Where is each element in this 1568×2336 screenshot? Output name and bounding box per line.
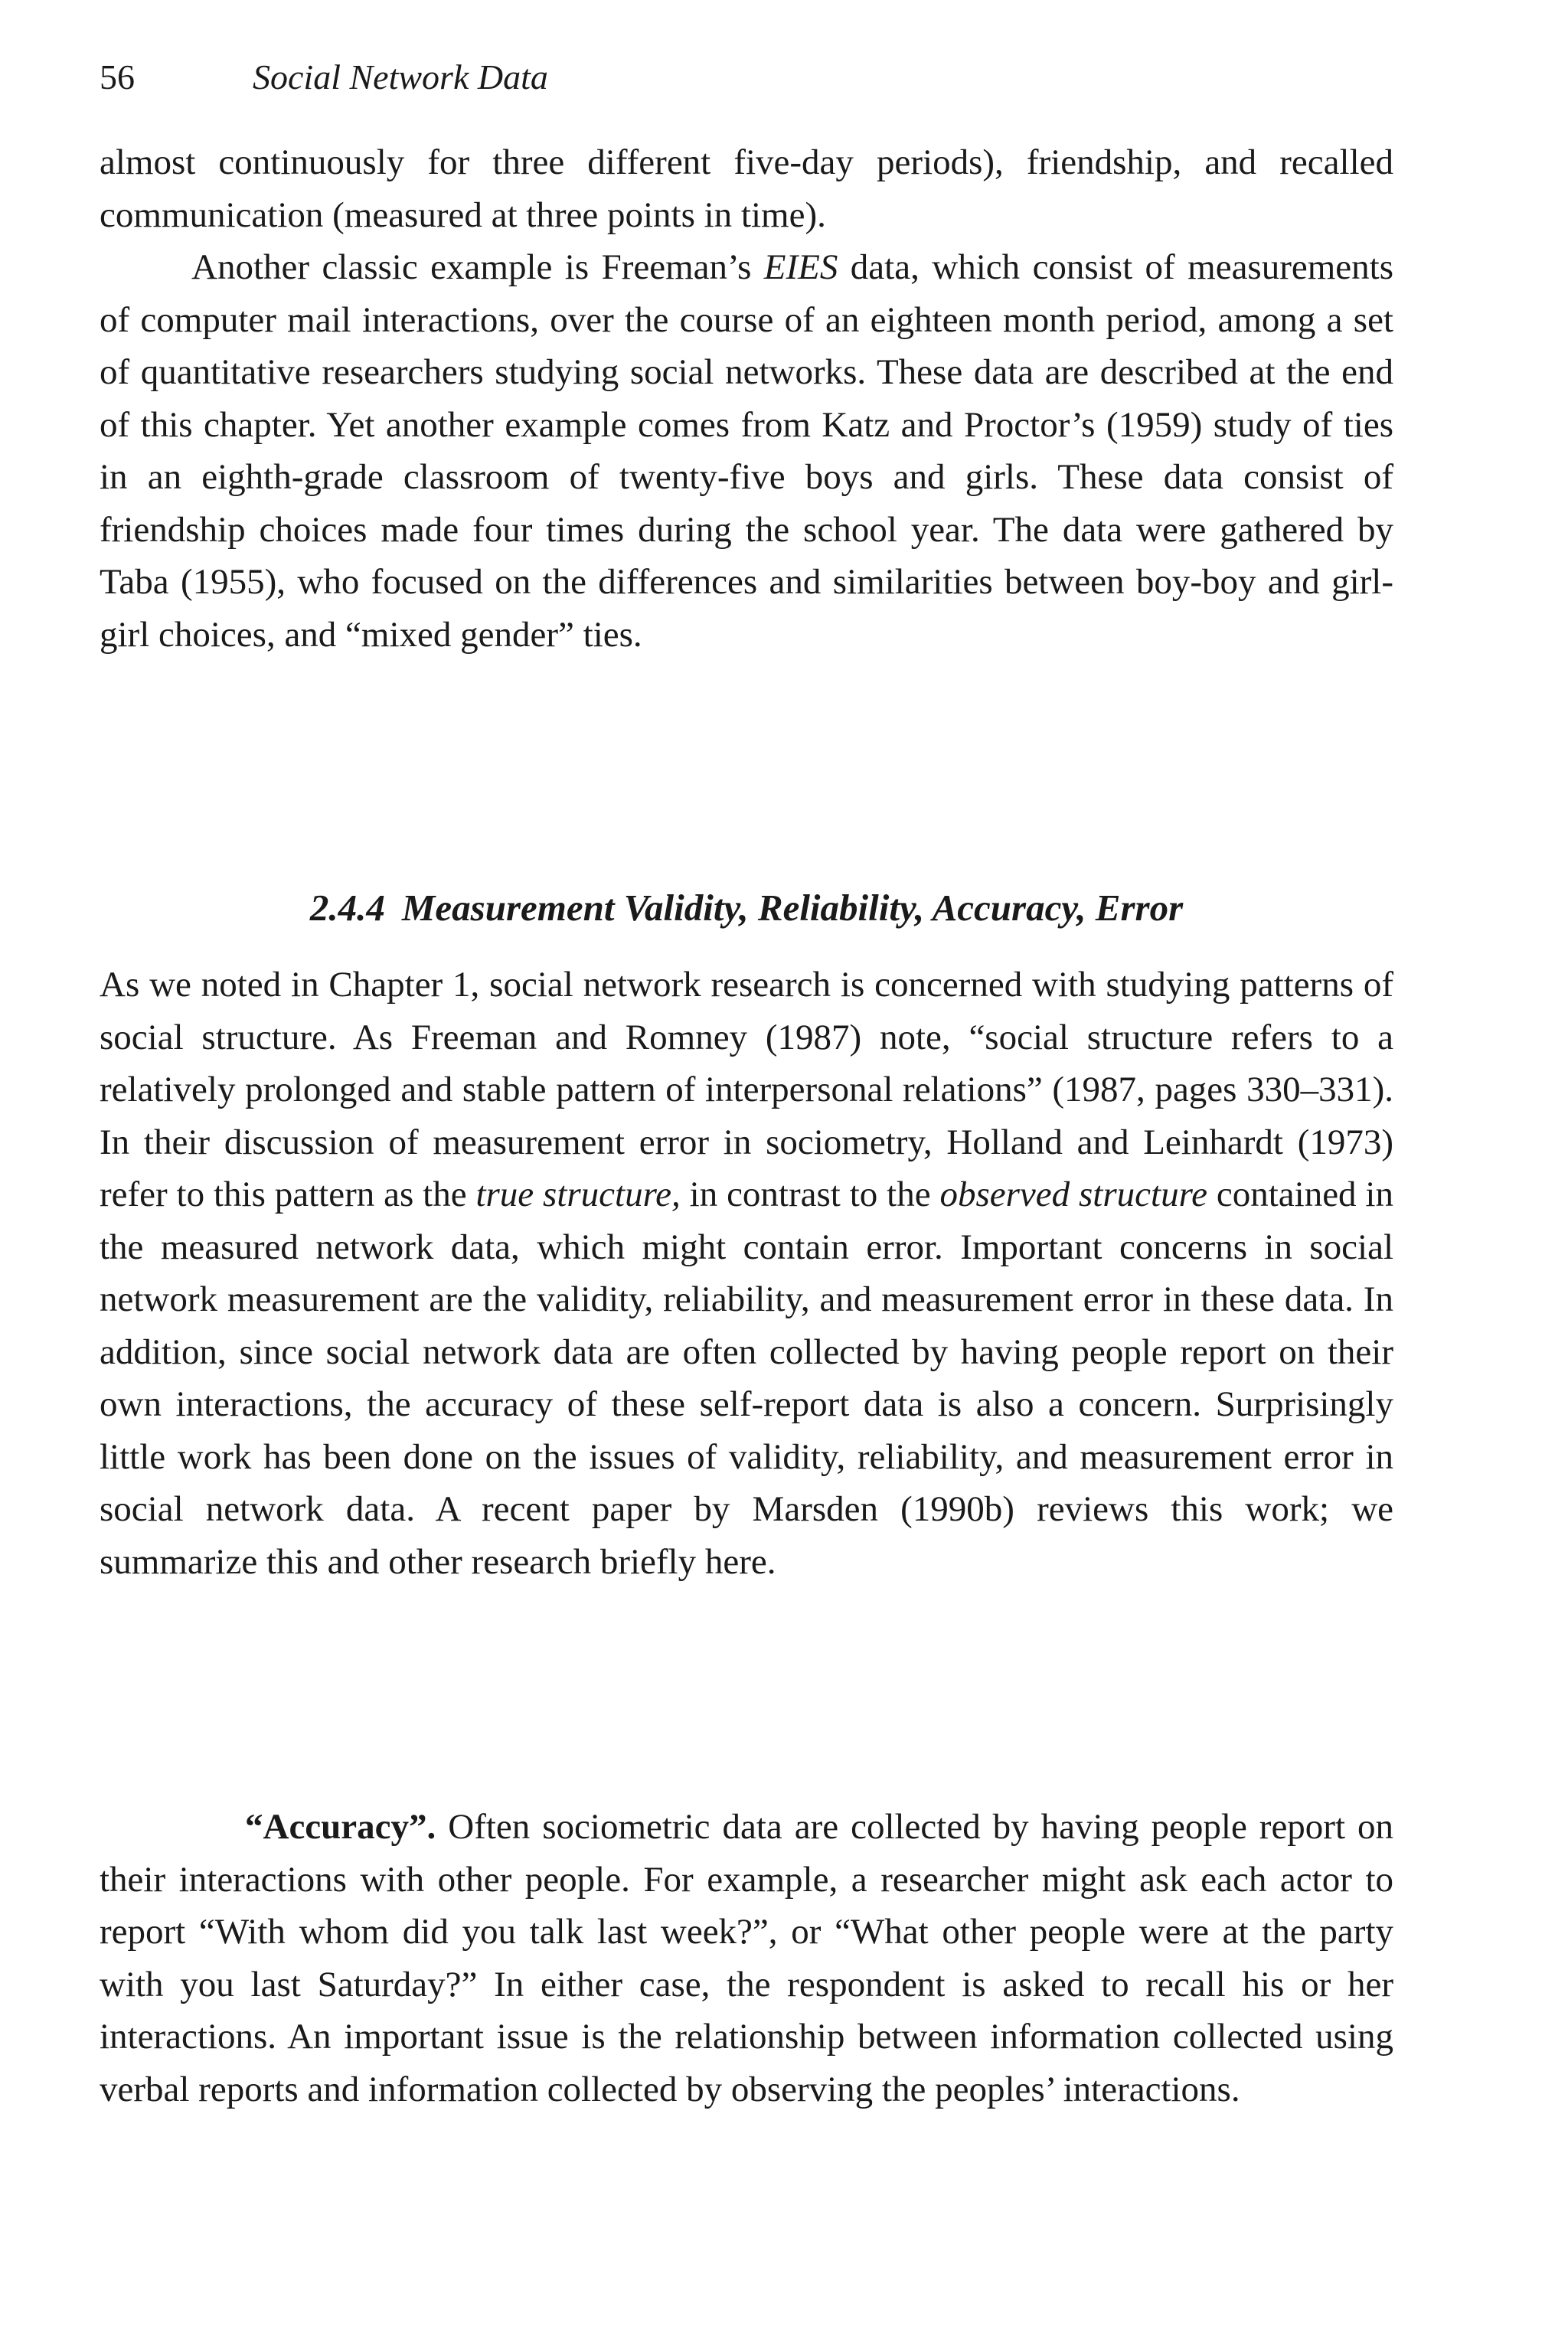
paragraph-measurement [100, 959, 1393, 1588]
paragraph-1-text: almost continuously for three different five-day periods), friendship, and recalled communication (measured at three points in time). [100, 142, 1393, 235]
paragraph-3-text-a: As we noted in Chapter 1, social network research is concerned with studying patterns of social structure. As Freeman and Romney (1987) note, “social structure refers to a relatively prolonged and stable pattern of interpersonal relations” (1987, pages 330–331). In their discussion of measurement error in sociometry, Holland and Leinhardt (1973) refer to this pattern as the [100, 965, 1393, 1214]
true-structure-term: true structure, [475, 1175, 681, 1214]
observed-structure-term: observed structure [939, 1175, 1207, 1214]
paragraph-eies-example [100, 241, 1393, 661]
paragraph-accuracy [100, 1801, 1393, 2115]
running-head [100, 57, 548, 96]
running-title: Social Network Data [253, 57, 548, 96]
paragraph-3-text-c: contained in the measured network data, which might contain error. Important concerns in social network measurement are the validity, reliability, and measurement error in these data. In addition, since social network data are often collected by having people report on their own interactions, the accuracy of these self-report data is also a concern. Surprisingly little work has been done on the issues of validity, reliability, and measurement error in social network data. A recent paper by Marsden (1990b) reviews this work; we summarize this and other research briefly here. [100, 1175, 1393, 1582]
section-title: Measurement Validity, Reliability, Accuracy, Error [401, 887, 1184, 929]
section-heading [100, 882, 1393, 934]
paragraph-2-text-a: Another classic example is Freeman’s [191, 247, 764, 287]
page-number: 56 [100, 57, 135, 96]
run-in-heading-accuracy: “Accuracy”. [245, 1807, 436, 1847]
paragraph-2-text-b: data, which consist of measurements of computer mail interactions, over the course of an eighteen month period, among a set of quantitative researchers studying social networks. These data are described at the end of this chapter. Yet another example comes from Katz and Proctor’s (1959) study of ties in an eighth-grade classroom of twenty-five boys and girls. These data consist of friendship choices made four times during the school year. The data were gathered by Taba (1955), who focused on the differences and similarities between boy-boy and girl-girl choices, and “mixed gender” ties. [100, 247, 1393, 655]
section-number: 2.4.4 [309, 887, 385, 929]
paragraph-4-text: Often sociometric data are collected by having people report on their interactions with other people. For example, a researcher might ask each actor to report “With whom did you talk last week?”, or “What other people were at the party with you last Saturday?” In either case, the respondent is asked to recall his or her interactions. An important issue is the relationship between information collected using verbal reports and information collected by observing the peoples’ interactions. [100, 1807, 1393, 2109]
paragraph-continued [100, 136, 1393, 241]
paragraph-3-text-b: in contrast to the [680, 1175, 940, 1214]
eies-term: EIES [763, 247, 838, 287]
